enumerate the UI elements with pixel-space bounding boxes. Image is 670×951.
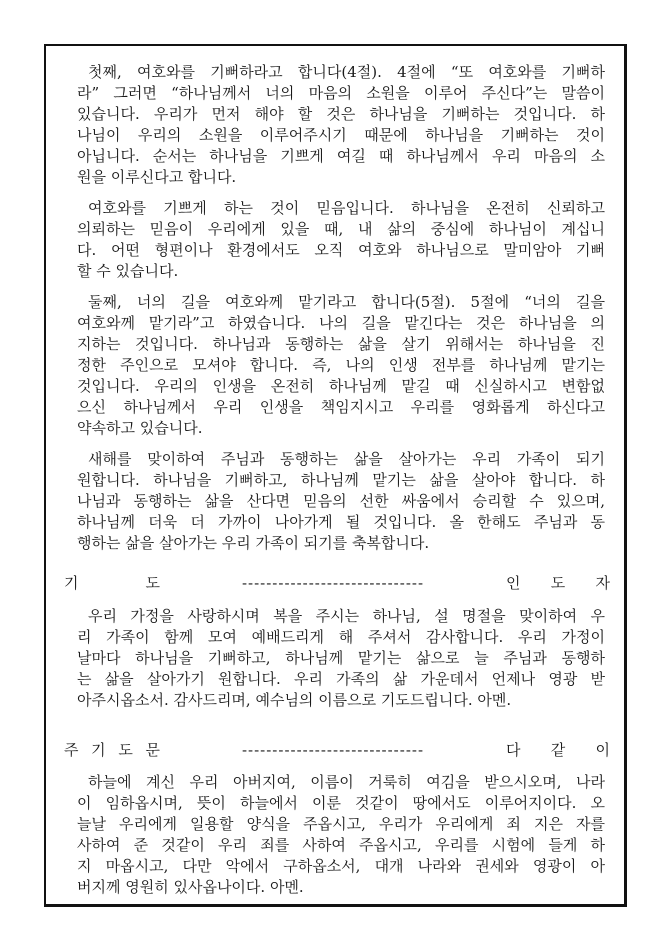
heading-char: 도 (550, 574, 566, 592)
heading-char: 이 (595, 741, 610, 759)
text-line: 으신 하나님께서 우리 인생을 책임지시고 우리를 영화롭게 하신다고 (77, 398, 605, 416)
heading-char: 기 (91, 741, 106, 759)
prayer-leader-label (506, 573, 610, 594)
paragraph (77, 772, 605, 898)
heading-char: 주 (64, 741, 79, 759)
paragraph (77, 198, 605, 282)
text-line: 아닙니다. 순서는 하나님을 기쁘게 여길 때 하나님께서 우리 마음의 소 (77, 147, 605, 165)
text-line: 둘째, 너의 길을 여호와께 맡기라고 합니다(5절). 5절에 “너의 길을 (88, 293, 605, 311)
text-line: 있습니다. 우리가 먼저 해야 할 것은 하나님을 기뻐하는 것입니다. 하 (77, 105, 605, 123)
heading-char: 인 (506, 574, 521, 592)
text-line: 약속하고 있습니다. (77, 419, 203, 437)
sermon-body (77, 62, 605, 564)
text-line: 사하여 준 것같이 우리 죄를 사하여 주옵시고, 우리를 시험에 들게 하 (77, 836, 605, 854)
heading-char: 도 (145, 574, 160, 592)
prayer-heading-title (64, 573, 160, 594)
text-line: 것입니다. 우리의 인생을 온전히 하나님께 맡길 때 신실하시고 변함없 (77, 377, 605, 395)
text-line: 여호와께 맡기라”고 하였습니다. 나의 길을 맡긴다는 것은 하나님을 의 (77, 314, 605, 332)
paragraph (77, 606, 605, 711)
text-line: 버지께 영원히 있사옵나이다. 아멘. (77, 878, 304, 896)
text-line: 첫째, 여호와를 기뻐하라고 합니다(4절). 4절에 “또 여호와를 기뻐하 (88, 63, 605, 81)
heading-char: 기 (64, 574, 79, 592)
text-line: 늘날 우리에게 일용할 양식을 주옵시고, 우리가 우리에게 죄 지은 자를 (77, 815, 605, 833)
prayer-heading (64, 573, 610, 594)
text-line: 할 수 있습니다. (77, 262, 179, 280)
text-line: 원합니다. 하나님을 기뻐하고, 하나님께 맡기는 삶을 살아야 합니다. 하 (77, 471, 605, 489)
text-line: 리 가족이 함께 모여 예배드리게 해 주셔서 감사합니다. 우리 가정이 (77, 628, 605, 646)
text-line: 하나님께 더욱 더 가까이 나아가게 될 것입니다. 올 한해도 주님과 동 (77, 513, 605, 531)
lords-prayer-body (77, 772, 605, 908)
text-line: 의뢰하는 믿음이 우리에게 있을 때, 내 삶의 중심에 하나님이 계십니 (77, 220, 605, 238)
text-line: 우리 가정을 사랑하시며 복을 주시는 하나님, 설 명절을 맞이하여 우 (88, 607, 605, 625)
paragraph (77, 449, 605, 554)
heading-dashes: ------------------------------ (241, 574, 425, 592)
text-line: 날마다 하나님을 기뻐하고, 하나님께 맡기는 삶으로 늘 주님과 동행하 (77, 649, 605, 667)
text-line: 다. 어떤 형편이나 환경에서도 오직 여호와 하나님으로 말미암아 기뻐 (77, 241, 605, 259)
heading-char: 도 (118, 741, 133, 759)
text-line: 는 삶을 살아가기 원합니다. 우리 가족의 삶 가운데서 언제나 영광 받 (77, 670, 605, 688)
text-line: 지 마옵시고, 다만 악에서 구하옵소서, 대개 나라와 권세와 영광이 아 (77, 857, 605, 875)
heading-char: 문 (145, 741, 160, 759)
text-line: 행하는 삶을 살아가는 우리 가족이 되기를 축복합니다. (77, 534, 430, 552)
lords-prayer-heading-title (64, 740, 160, 761)
text-line: 여호와를 기쁘게 하는 것이 믿음입니다. 하나님을 온전히 신뢰하고 (88, 199, 605, 217)
lords-prayer-heading (64, 740, 610, 761)
text-line: 하늘에 계신 우리 아버지여, 이름이 거룩히 여김을 받으시오며, 나라 (88, 773, 605, 791)
text-line: 나님과 동행하는 삶을 산다면 믿음의 선한 싸움에서 승리할 수 있으며, (77, 492, 605, 510)
text-line: 아주시옵소서. 감사드리며, 예수님의 이름으로 기도드립니다. 아멘. (77, 691, 512, 709)
text-line: 이 임하옵시며, 뜻이 하늘에서 이룬 것같이 땅에서도 이루어지이다. 오 (77, 794, 605, 812)
text-line: 원을 이루신다고 합니다. (77, 168, 237, 186)
text-line: 라” 그러면 “하나님께서 너의 마음의 소원을 이루어 주신다”는 말씀이 (77, 84, 605, 102)
paragraph (77, 292, 605, 439)
text-line: 지하는 것입니다. 하나님과 동행하는 삶을 살기 위해서는 하나님을 진 (77, 335, 605, 353)
heading-char: 자 (595, 574, 610, 592)
heading-dashes: ------------------------------ (241, 741, 425, 759)
lords-prayer-all-label (506, 740, 610, 761)
paragraph (77, 62, 605, 188)
prayer-body (77, 606, 605, 721)
heading-char: 같 (550, 741, 566, 759)
text-line: 나님이 우리의 소원을 이루어주시기 때문에 하나님을 기뻐하는 것이 (77, 126, 605, 144)
text-line: 새해를 맞이하여 주님과 동행하는 삶을 살아가는 우리 가족이 되기 (88, 450, 605, 468)
text-line: 정한 주인으로 모셔야 합니다. 즉, 나의 인생 전부를 하나님께 맡기는 (77, 356, 605, 374)
heading-char: 다 (506, 741, 521, 759)
